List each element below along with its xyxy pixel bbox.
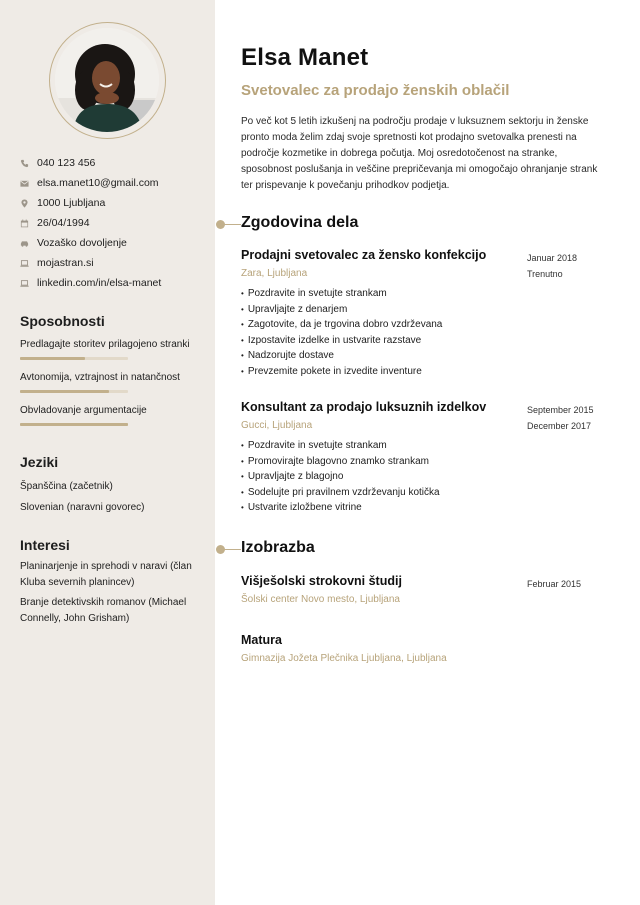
contact-license bbox=[20, 233, 210, 253]
job-title: Svetovalec za prodajo ženskih oblačil bbox=[241, 82, 510, 99]
job-employer: Gucci, Ljubljana bbox=[241, 420, 313, 431]
interests-heading: Interesi bbox=[20, 537, 70, 553]
job-task: • Prevzemite pokete in izvedite inventure bbox=[241, 364, 611, 380]
phone-icon bbox=[20, 159, 37, 168]
job-entry bbox=[241, 248, 611, 379]
job-employer: Zara, Ljubljana bbox=[241, 268, 308, 279]
laptop-icon bbox=[20, 279, 37, 288]
job-date-start: September 2015 bbox=[527, 405, 594, 415]
education-heading bbox=[241, 539, 315, 557]
interest-item: Planinarjenje in sprehodi v naravi (član Kluba severnih planincev) bbox=[20, 561, 192, 588]
job-dates bbox=[527, 402, 594, 434]
skill-level-fill bbox=[20, 357, 85, 360]
profile-photo bbox=[55, 28, 159, 132]
contact-text: elsa.manet10@gmail.com bbox=[37, 177, 159, 189]
contact-linkedin[interactable] bbox=[20, 273, 210, 293]
skill-level-bar bbox=[20, 423, 128, 426]
job-date-end: Trenutno bbox=[527, 269, 563, 279]
job-task: • Ustvarite izložbene vitrine bbox=[241, 500, 611, 516]
profile-summary: Po več kot 5 letih izkušenj na področju prodaje v luksuznem sektorju in ženske pronto moda želim zdaj svoje spretnosti kot prodajno svetovalka prenesti na področje kozmetike in dobrega počutja. Moj osredotočenost na stranke, sposobnost poslušanja in veščine prepričevanja mi omogočajo ohranjanje strank ter prispevanje k povečanju prihodkov podjetja. bbox=[241, 116, 598, 191]
contact-location bbox=[20, 193, 210, 213]
sidebar bbox=[0, 0, 215, 905]
skill-level-fill bbox=[20, 390, 109, 393]
contact-birthdate bbox=[20, 213, 210, 233]
skill-label: Avtonomija, vztrajnost in natančnost bbox=[20, 372, 180, 383]
contact-text: 1000 Ljubljana bbox=[37, 197, 106, 209]
location-icon bbox=[20, 199, 37, 208]
job-dates bbox=[527, 250, 577, 282]
job-tasks bbox=[241, 286, 611, 379]
contact-text: 040 123 456 bbox=[37, 157, 96, 169]
profile-photo-frame bbox=[49, 22, 166, 139]
laptop-icon bbox=[20, 259, 37, 268]
skills-section bbox=[20, 313, 208, 436]
contact-email[interactable] bbox=[20, 173, 210, 193]
skill-level-fill bbox=[20, 423, 128, 426]
job-date-start: Januar 2018 bbox=[527, 253, 578, 263]
skill-label: Obvladovanje argumentacije bbox=[20, 405, 147, 416]
contact-list bbox=[20, 153, 210, 293]
car-icon bbox=[20, 239, 37, 248]
experience-heading-text: Zgodovina dela bbox=[241, 214, 359, 231]
language-item: Španščina (začetnik) bbox=[20, 481, 113, 492]
skill-label: Predlagajte storitev prilagojeno stranki bbox=[20, 339, 190, 350]
skill-item bbox=[20, 403, 208, 426]
timeline-connector bbox=[224, 224, 241, 225]
job-title-text: Konsultant za prodajo luksuznih izdelkov bbox=[241, 400, 487, 414]
education-title: Matura bbox=[241, 633, 282, 647]
calendar-icon bbox=[20, 219, 37, 228]
contact-text: Vozaško dovoljenje bbox=[37, 237, 127, 249]
interests-section bbox=[20, 537, 208, 631]
skills-heading: Sposobnosti bbox=[20, 313, 105, 329]
job-date-end: December 2017 bbox=[527, 421, 592, 431]
education-entry bbox=[241, 633, 611, 664]
contact-text: mojastran.si bbox=[37, 257, 94, 269]
experience-heading bbox=[241, 214, 358, 232]
job-task: • Zagotovite, da je trgovina dobro vzdrževana bbox=[241, 317, 611, 333]
job-task: • Sodelujte pri pravilnem vzdrževanju kotička bbox=[241, 485, 611, 501]
contact-website[interactable] bbox=[20, 253, 210, 273]
language-item: Slovenian (naravni govorec) bbox=[20, 502, 145, 513]
job-task: • Izpostavite izdelke in ustvarite razstave bbox=[241, 333, 611, 349]
job-task: • Nadzorujte dostave bbox=[241, 348, 611, 364]
candidate-name: Elsa Manet bbox=[241, 44, 369, 71]
contact-phone bbox=[20, 153, 210, 173]
education-heading-text: Izobrazba bbox=[241, 539, 315, 556]
education-date: Februar 2015 bbox=[527, 579, 582, 589]
job-task: • Pozdravite in svetujte strankam bbox=[241, 286, 611, 302]
job-task: • Upravljajte z blagojno bbox=[241, 469, 611, 485]
skill-item bbox=[20, 370, 208, 393]
education-school: Gimnazija Jožeta Plečnika Ljubljana, Ljubljana bbox=[241, 653, 447, 664]
job-tasks bbox=[241, 438, 611, 516]
job-entry bbox=[241, 400, 611, 516]
job-task: • Promovirajte blagovno znamko strankam bbox=[241, 454, 611, 470]
contact-text: 26/04/1994 bbox=[37, 217, 90, 229]
portrait-illustration bbox=[55, 28, 159, 132]
skill-item bbox=[20, 337, 208, 360]
education-title: Višješolski strokovni študij bbox=[241, 574, 402, 588]
education-entry bbox=[241, 574, 611, 605]
email-icon bbox=[20, 179, 37, 188]
languages-heading: Jeziki bbox=[20, 454, 59, 470]
skill-level-bar bbox=[20, 357, 128, 360]
timeline-connector bbox=[224, 549, 241, 550]
education-school: Šolski center Novo mesto, Ljubljana bbox=[241, 594, 400, 605]
job-task: • Pozdravite in svetujte strankam bbox=[241, 438, 611, 454]
skill-level-bar bbox=[20, 390, 128, 393]
contact-text: linkedin.com/in/elsa-manet bbox=[37, 277, 162, 289]
interest-item: Branje detektivskih romanov (Michael Connelly, John Grisham) bbox=[20, 597, 187, 624]
job-task: • Upravljajte z denarjem bbox=[241, 302, 611, 318]
languages-section bbox=[20, 454, 208, 518]
job-title-text: Prodajni svetovalec za žensko konfekcijo bbox=[241, 248, 487, 262]
